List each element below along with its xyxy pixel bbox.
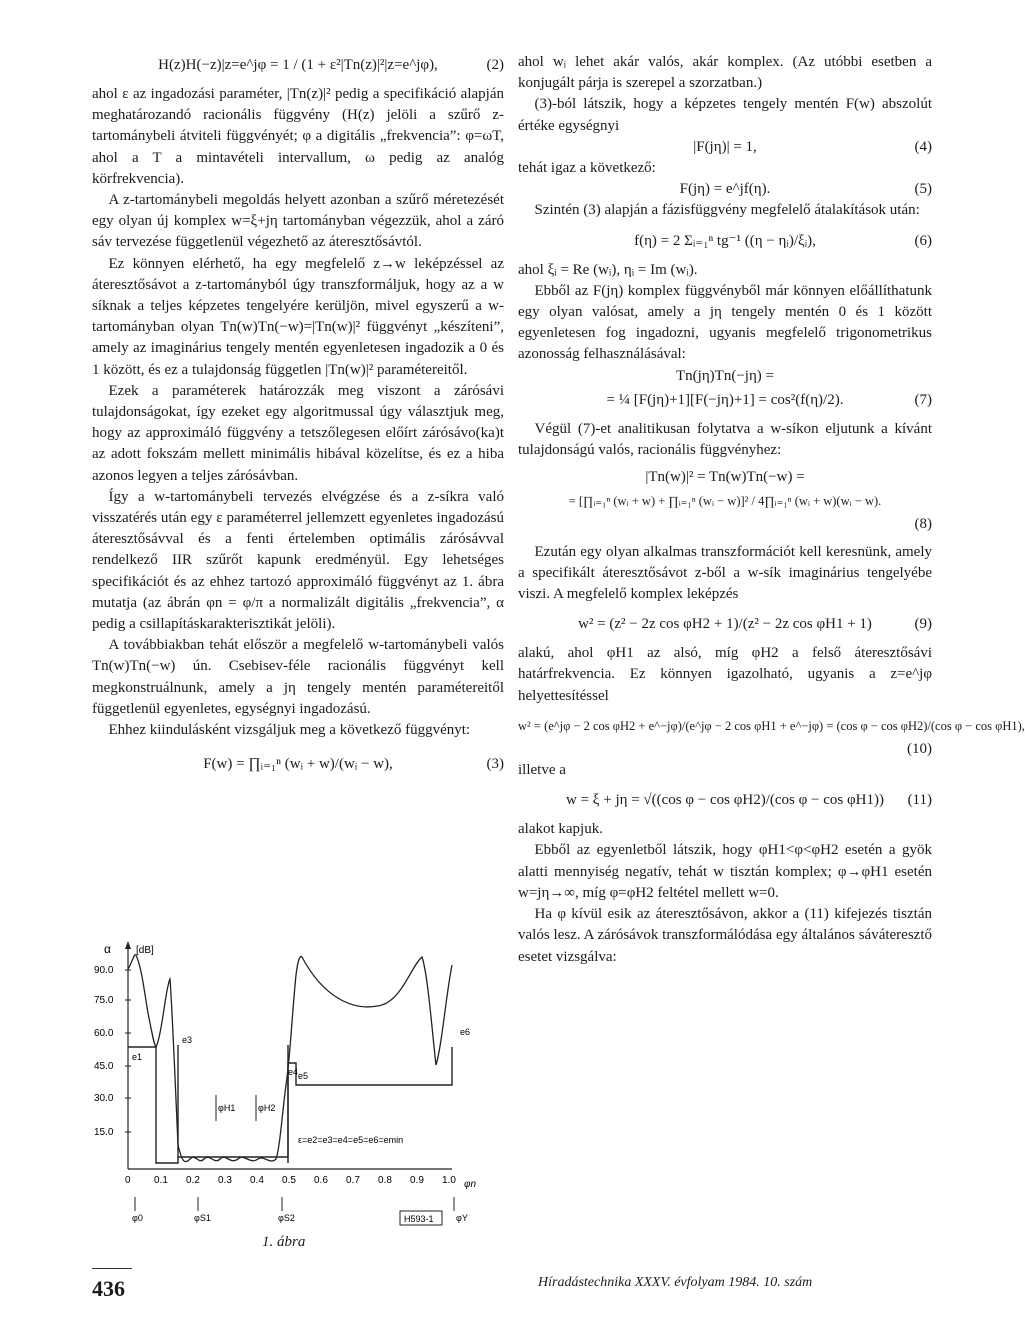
- equation-9: [518, 611, 932, 637]
- x-label: 0.2: [186, 1175, 200, 1186]
- equation-7a-body: Tn(jη)Tn(−jη) =: [676, 367, 774, 384]
- response-curve: [128, 955, 452, 1162]
- phi-label: φ0: [132, 1213, 143, 1223]
- left-paragraph-4: Ezek a paraméterek határozzák meg viszont a zárósávi tulajdonságokat, így ezeket egy algoritmussal úgy választjuk meg, hogy az approximáló függvény a tetszőlegesen előírt zárósávo(ka)t az adott fokszám mellett minimális hibával közelítse, és ez a hiba azonos legyen a teljes zárósávban.: [92, 382, 504, 484]
- equation-4-number: (4): [914, 138, 932, 155]
- y-axis-arrow-icon: [125, 941, 131, 949]
- x-label: 0.4: [250, 1175, 264, 1186]
- equation-6-number: (6): [914, 232, 932, 249]
- e-label: e5: [298, 1071, 309, 1081]
- phi-label: φS2: [278, 1213, 295, 1223]
- right-paragraph-1: ahol wᵢ lehet akár valós, akár komplex. (Az utóbbi esetben a konjugált párja is szerepel a szorzatban.): [518, 54, 932, 92]
- equation-8a: [518, 467, 932, 488]
- equation-9-number: (9): [914, 616, 932, 633]
- alpha-label: α: [104, 942, 111, 956]
- left-paragraph-2: A z-tartománybeli megoldás helyett azonban a szűrő méretezését egy olyan új komplex w=ξ+jη tartományban végezzük, ahol a záró sáv tervezése függetlenül végezhető az áteresztősávtól.: [92, 192, 504, 251]
- figure-1: [92, 935, 504, 1255]
- unit-label: [dB]: [136, 945, 154, 956]
- y-label: 45.0: [94, 1061, 114, 1072]
- spec-right: [288, 1047, 452, 1163]
- y-label: 30.0: [94, 1093, 114, 1104]
- spec-mid: [178, 1045, 288, 1157]
- phi-label: φS1: [194, 1213, 211, 1223]
- x-label: 0.5: [282, 1175, 296, 1186]
- ripple-label: ε=e2=e3=e4=e5=e6=emin: [298, 1135, 404, 1145]
- figure-code: H593-1: [404, 1214, 434, 1224]
- left-paragraph-5: Így a w-tartománybeli tervezés elvégzése és a z-síkra való visszatérés után egy ε paraméterrel jellemzett egyenletes ingadozású áteresztősávval és a fenti értelemben optimális zárósávval rendelkező IIR szűrőt kapunk eredményül. Egy lehetséges specifikációt és az ehhez tartozó approximáló függvényt az 1. ábra mutatja (az ábrán φn = φ/π a normalizált digitális „frekvencia”, α pedig a csillapításkarakterisztikát jelöli).: [92, 488, 504, 633]
- e-label: e1: [132, 1052, 143, 1062]
- right-paragraph-9: alakú, ahol φH1 az alsó, míg φH2 a felső áteresztősávi határfrekvencia. Ez könnyen igazolható, ugyanis a z=e^jφ helyettesítéssel: [518, 645, 932, 704]
- right-paragraph-3: tehát igaz a következő:: [518, 160, 656, 177]
- footer-rule: [92, 1268, 132, 1269]
- x-label: 0.1: [154, 1175, 168, 1186]
- y-label: 75.0: [94, 995, 114, 1006]
- equation-4-body: |F(jη)| = 1,: [693, 138, 757, 155]
- equation-3-number: (3): [486, 756, 504, 773]
- equation-7-number: (7): [914, 391, 932, 408]
- y-label: 90.0: [94, 965, 114, 976]
- left-paragraph-7: Ehhez kiindulásként vizsgáljuk meg a következő függvényt:: [108, 722, 471, 739]
- x-label: 0.3: [218, 1175, 232, 1186]
- right-paragraph-13: Ha φ kívül esik az áteresztősávon, akkor a (11) kifejezés tisztán valós lesz. A zárósávok transzformálódása egy általános sáváteresztő esetet vizsgálva:: [518, 906, 932, 965]
- x-label: 0.6: [314, 1175, 328, 1186]
- x-label: 0.7: [346, 1175, 360, 1186]
- equation-5: [518, 179, 932, 200]
- right-paragraph-4: Szintén (3) alapján a fázisfüggvény megfelelő átalakítások után:: [534, 202, 920, 219]
- equation-7b: [518, 387, 932, 413]
- right-paragraph-6: Ebből az F(jη) komplex függvényből már könnyen előállíthatunk egy olyan valósat, amely a jη tengely mentén 0 és 1 között egyenletesen fog ingadozni, ugyanis megfelelő trigonometrikus azonosság felhasználásával:: [518, 282, 932, 363]
- equation-5-number: (5): [914, 181, 932, 198]
- x-label: 1.0: [442, 1175, 456, 1186]
- right-paragraph-5: ahol ξᵢ = Re (wᵢ), ηᵢ = Im (wᵢ).: [518, 261, 698, 278]
- right-paragraph-12: Ebből az egyenletből látszik, hogy φH1<φ<φH2 esetén a gyök alatti mennyiség negatív, tehát w tisztán komplex; φ→φH1 esetén w=jη→∞, míg φ=φH2 feltétel mellett w=0.: [518, 842, 932, 901]
- equation-9-body: w² = (z² − 2z cos φH2 + 1)/(z² − 2z cos φH1 + 1): [578, 616, 872, 633]
- left-paragraph-1: ahol ε az ingadozási paraméter, |Tn(z)|² pedig a specifikáció alapján meghatározandó racionális függvény (H(z) jelöli a szűrő z-tartománybeli átviteli függvényét; φ a digitális „frekvencia”: φ=ωT, ahol a T a mintavételi intervallum, ω pedig az analóg körfrekvencia).: [92, 86, 504, 187]
- phi-label: φH2: [258, 1103, 276, 1113]
- page-number: 436: [92, 1276, 125, 1301]
- e-label: e4: [288, 1067, 299, 1077]
- equation-2-body: H(z)H(−z)|z=e^jφ = 1 / (1 + ε²|Tn(z)|²|z=e^jφ),: [158, 57, 438, 73]
- figure-caption: 1. ábra: [262, 1234, 306, 1250]
- e-label: e3: [182, 1035, 193, 1045]
- x-label: 0: [125, 1175, 131, 1186]
- left-paragraph-6: A továbbiakban tehát először a megfelelő w-tartománybeli valós Tn(w)Tn(−w) ún. Csebisev-féle racionális függvényt kell megkonstruálnunk, amely a jη tengely mentén paramétereitől függetlenül egyenletes, egységnyi ingadozású.: [92, 637, 504, 717]
- equation-11-number: (11): [907, 792, 932, 809]
- equation-8a-body: |Tn(w)|² = Tn(w)Tn(−w) =: [645, 469, 805, 486]
- left-paragraph-3: Ez könnyen elérhető, ha egy megfelelő z→w leképzéssel az áteresztősávot a z-tartományból úgy transzformáljuk, hogy az a w síknak a teljes képzetes tengelyére kerüljön, mivel egyszerű a w-tartományban olyan Tn(w)Tn(−w)=|Tn(w)|² függvényt „készíteni”, amely az imaginárius tengely mentén egyenletesen ingadozik a 0 és 1 között, és ez a tulajdonság független |Tn(w)|² paramétereitől.: [92, 255, 504, 378]
- equation-8-number: (8): [914, 516, 932, 533]
- x-label: 0.8: [378, 1175, 392, 1186]
- equation-3: [92, 751, 504, 777]
- e-label: e6: [460, 1027, 471, 1037]
- equation-3-body: F(w) = ∏ᵢ₌₁ⁿ (wᵢ + w)/(wᵢ − w),: [203, 756, 393, 773]
- right-column: [518, 52, 1025, 968]
- phi-label: φY: [456, 1213, 468, 1223]
- phi-label: φH1: [218, 1103, 236, 1113]
- equation-8-number-row: [518, 514, 932, 535]
- equation-10: [518, 713, 1025, 739]
- right-paragraph-2: (3)-ból látszik, hogy a képzetes tengely mentén F(w) abszolút értéke egységnyi: [518, 96, 932, 134]
- x-label: 0.9: [410, 1175, 424, 1186]
- right-paragraph-10: illetve a: [518, 762, 566, 779]
- equation-10-number: (10): [907, 740, 932, 757]
- right-paragraph-11: alakot kapjuk.: [518, 821, 603, 838]
- equation-2: [92, 52, 504, 78]
- equation-5-body: F(jη) = e^jf(η).: [679, 181, 771, 198]
- equation-8b: [518, 488, 932, 514]
- equation-10-body: w² = (e^jφ − 2 cos φH2 + e^−jφ)/(e^jφ − 2 cos φH1 + e^−jφ) = (cos φ − cos φH2)/(cos φ − cos φH1),: [518, 718, 1025, 733]
- phi-markers: [135, 1095, 454, 1211]
- equation-7b-body: = ¼ [F(jη)+1][F(−jη)+1] = cos²(f(η)/2).: [606, 391, 844, 408]
- equation-6: [518, 228, 932, 254]
- equation-4: [518, 137, 932, 158]
- equation-11-body: w = ξ + jη = √((cos φ − cos φH2)/(cos φ − cos φH1)): [566, 792, 884, 809]
- y-label: 15.0: [94, 1127, 114, 1138]
- equation-7a: [518, 366, 932, 387]
- left-column: [92, 52, 504, 777]
- equation-11: [518, 787, 932, 813]
- equation-6-body: f(η) = 2 Σᵢ₌₁ⁿ tg⁻¹ ((η − ηᵢ)/ξᵢ),: [634, 232, 816, 249]
- x-axis-label: φn: [464, 1179, 477, 1190]
- right-paragraph-8: Ezután egy olyan alkalmas transzformációt kell keresnünk, amely a specifikált áteresztősávot z-ből a w-sík imaginárius tengelyébe viszi. A megfelelő komplex leképzés: [518, 543, 932, 603]
- y-label: 60.0: [94, 1028, 114, 1039]
- equation-10-number-row: [518, 739, 932, 760]
- equation-8b-body: = [∏ᵢ₌₁ⁿ (wᵢ + w) + ∏ᵢ₌₁ⁿ (wᵢ − w)]² / 4∏ᵢ₌₁ⁿ (wᵢ + w)(wᵢ − w).: [568, 494, 882, 509]
- x-labels: [125, 1175, 477, 1190]
- y-labels: [94, 965, 114, 1138]
- journal-footer: Híradástechnika XXXV. évfolyam 1984. 10. szám: [538, 1275, 813, 1290]
- right-paragraph-7: Végül (7)-et analitikusan folytatva a w-síkon eljutunk a kívánt tulajdonságú valós, racionális függvényhez:: [518, 420, 932, 459]
- spec-left: [128, 1047, 178, 1163]
- equation-2-number: (2): [486, 57, 504, 73]
